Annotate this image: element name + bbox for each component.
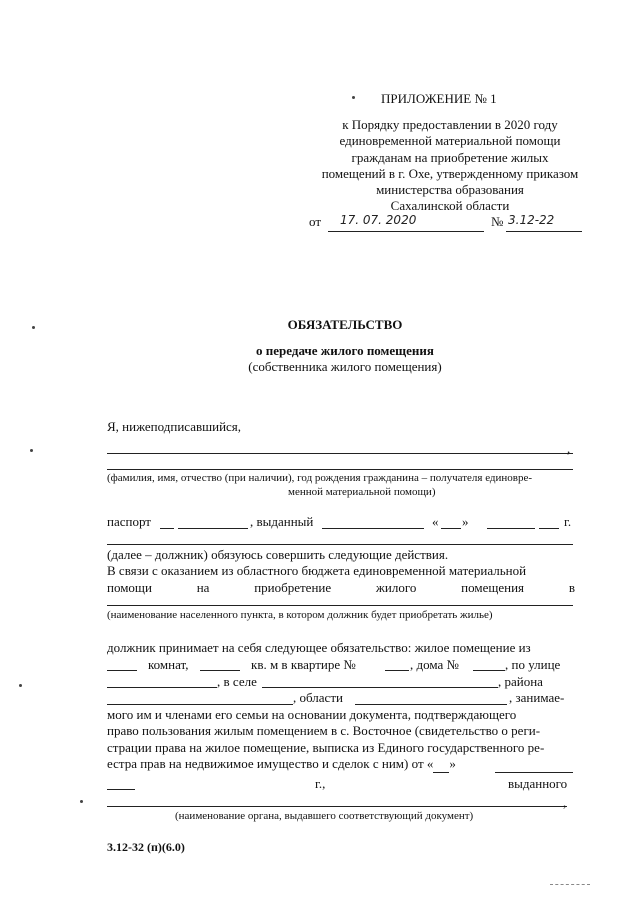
fio-line-1	[107, 453, 573, 454]
caption-fio-1: (фамилия, имя, отчество (при наличии), год рождения гражданина – получателя единовре-	[107, 472, 533, 484]
caption-organ: (наименование органа, выдавшего соответствующий документ)	[175, 810, 474, 822]
house-label: , дома №	[410, 657, 459, 672]
rooms-field	[107, 670, 137, 671]
district-label: , района	[498, 674, 543, 689]
scan-speck	[32, 326, 35, 329]
quote-close: »	[462, 514, 469, 529]
doc-subtitle: о передаче жилого помещения	[256, 343, 434, 358]
para3-line-4-close: »	[449, 756, 456, 771]
scan-speck	[80, 800, 83, 803]
fio-line-2	[107, 469, 573, 470]
passport-month-field	[487, 528, 535, 529]
from-label: от	[309, 214, 322, 229]
para3-line-1: мого им и членами его семьи на основании документа, подтверждающего	[107, 707, 517, 722]
issued-by-field	[322, 528, 424, 529]
passport-label: паспорт	[107, 514, 151, 529]
word-premises: помещения	[461, 580, 525, 595]
passport-year-field	[539, 528, 559, 529]
quote-open: «	[432, 514, 439, 529]
appendix-line-6: Сахалинской области	[390, 198, 510, 213]
word-help: помощи	[107, 580, 152, 595]
number-label: №	[491, 214, 504, 229]
g-comma: г.,	[315, 776, 326, 791]
scan-speck	[19, 684, 22, 687]
village-label: , в селе	[217, 674, 257, 689]
appendix-line-4: помещений в г. Охе, утвержденному приказом	[321, 166, 579, 181]
obligation-line: (далее – должник) обязуюсь совершить следующие действия.	[107, 547, 449, 562]
organ-comma: ,	[563, 795, 567, 810]
debtor-line: должник принимает на себя следующее обязательство: жилое помещение из	[107, 640, 531, 655]
word-residential: жилого	[375, 580, 417, 595]
appendix-line-5: министерства образования	[376, 182, 524, 197]
appendix-title: ПРИЛОЖЕНИЕ № 1	[381, 91, 497, 106]
para3-line-2: право пользования жилым помещением в с. Восточное (свидетельство о реги-	[107, 723, 541, 738]
scan-mark	[550, 884, 590, 885]
caption-fio-2: менной материальной помощи)	[288, 486, 436, 498]
issued-label: , выданный	[250, 514, 314, 529]
word-in: в	[568, 580, 575, 595]
issued-end: выданного	[508, 776, 568, 791]
house-field	[473, 670, 505, 671]
scan-speck	[352, 96, 355, 99]
para3-line-3: страции права на жилое помещение, выписка из Единого государственного ре-	[107, 740, 545, 755]
region-field	[355, 704, 507, 705]
street-name-field	[107, 687, 217, 688]
occupied-label: , занимае-	[509, 690, 565, 705]
appendix-line-2: единовременной материальной помощи	[339, 133, 561, 148]
para3-line-4-text: естра прав на недвижимое имущество и сделок с ним) от «	[107, 756, 434, 771]
year-abbr: г.	[564, 514, 572, 529]
locality-field	[107, 605, 573, 606]
date-underline	[328, 231, 484, 232]
word-acquisition: приобретение	[254, 580, 332, 595]
order-number-handwritten: 3.12-22	[508, 213, 555, 227]
fio-comma: ,	[567, 441, 571, 456]
passport-line-2	[107, 544, 573, 545]
para3-line-4	[107, 756, 456, 773]
organ-field	[107, 806, 567, 807]
village-field	[262, 687, 498, 688]
para2-line-1: В связи с оказанием из областного бюджета единовременной материальной	[107, 563, 527, 578]
doc-title: ОБЯЗАТЕЛЬСТВО	[287, 317, 403, 332]
apartment-field	[385, 670, 409, 671]
rooms-label: комнат,	[148, 657, 189, 672]
number-underline	[506, 231, 582, 232]
passport-day-field	[441, 528, 461, 529]
word-for: на	[196, 580, 210, 595]
appendix-line-3: гражданам на приобретение жилых	[351, 150, 549, 165]
street-label: , по улице	[505, 657, 561, 672]
passport-series-field	[160, 528, 174, 529]
doc-year-field	[107, 789, 135, 790]
doc-day-field	[433, 756, 449, 773]
passport-number-field	[178, 528, 248, 529]
sqm-label: кв. м в квартире №	[251, 657, 356, 672]
region-label: , области	[293, 690, 343, 705]
appendix-line-1: к Порядку предоставлении в 2020 году	[342, 117, 558, 132]
order-date-handwritten: 17. 07. 2020	[340, 213, 417, 227]
sqm-field	[200, 670, 240, 671]
para2-line-2	[107, 580, 575, 596]
intro-text: Я, нижеподписавшийся,	[107, 419, 242, 434]
doc-month-field	[495, 772, 573, 773]
doc-subtitle-2: (собственника жилого помещения)	[248, 359, 442, 374]
footer-code: 3.12-32 (п)(6.0)	[107, 840, 185, 854]
district-field	[107, 704, 293, 705]
caption-locality: (наименование населенного пункта, в котором должник будет приобретать жилье)	[107, 609, 493, 621]
scan-speck	[30, 449, 33, 452]
